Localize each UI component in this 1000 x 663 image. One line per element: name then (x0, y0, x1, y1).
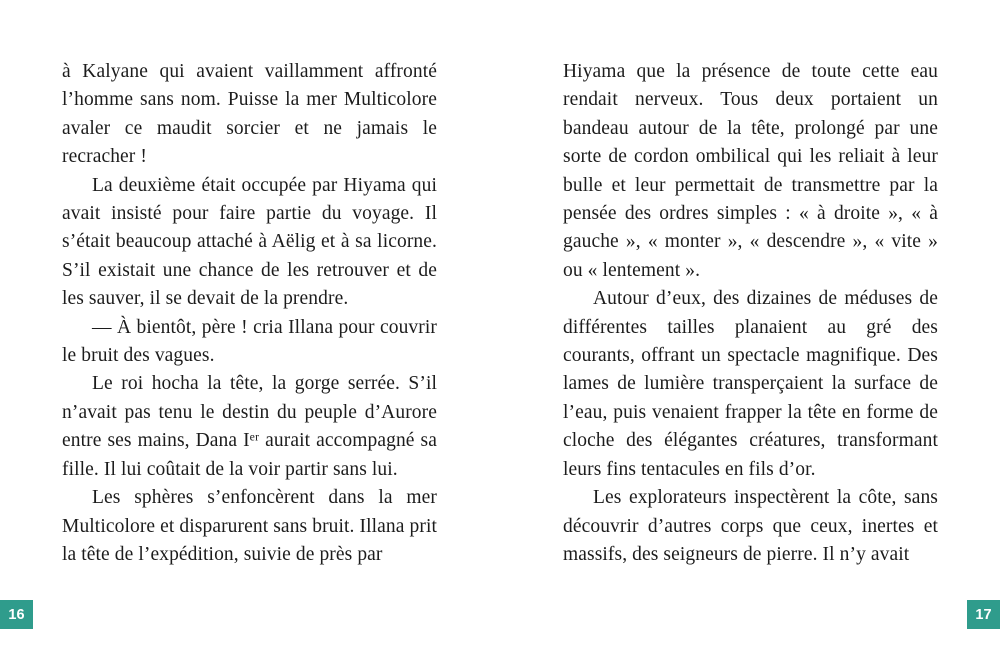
paragraph: Les sphères s’enfoncèrent dans la mer Multicolore et disparurent sans bruit. Illana prit la tête de l’expédition, suivie de près par (62, 487, 437, 565)
paragraph: — À bientôt, père ! cria Illana pour couvrir le bruit des vagues. (62, 316, 437, 367)
page-number-right: 17 (967, 600, 1000, 629)
page-number-left: 16 (0, 600, 33, 629)
paragraph: Les explorateurs inspectèrent la côte, sans découvrir d’autres corps que ceux, inertes et massifs, des seigneurs de pierre. Il n’y avait (563, 487, 938, 565)
page-right-text (563, 58, 938, 569)
paragraph: Hiyama que la présence de toute cette eau rendait nerveux. Tous deux portaient un bandeau autour de la tête, prolongé par une sorte de cordon ombilical qui les reliait à leur bulle et leur permettait de transmettre par la pensée des ordres simples : « à droite », « à gauche », « monter », « descendre », « vite » ou « lentement ». (563, 61, 938, 281)
paragraph: La deuxième était occupée par Hiyama qui avait insisté pour faire partie du voyage. Il s’était beaucoup attaché à Aëlig et à sa licorne. S’il existait une chance de les retrouver et de les sauver, il se devait de la prendre. (62, 174, 437, 310)
paragraph: Autour d’eux, des dizaines de méduses de différentes tailles planaient au gré des courants, offrant un spectacle magnifique. Des lames de lumière transperçaient la surface de l’eau, puis venaient frapper la tête en forme de cloche des élégantes créatures, transformant leurs fins tentacules en fils d’or. (563, 288, 938, 480)
page-left-text (62, 58, 437, 569)
paragraph: Le roi hocha la tête, la gorge serrée. S’il n’avait pas tenu le destin du peuple d’Aurore entre ses mains, Dana Iᵉʳ aurait accompagné sa fille. Il lui coûtait de la voir partir sans lui. (62, 373, 437, 480)
paragraph: à Kalyane qui avaient vaillamment affronté l’homme sans nom. Puisse la mer Multicolore avaler ce maudit sorcier et ne jamais le recracher ! (62, 61, 437, 168)
